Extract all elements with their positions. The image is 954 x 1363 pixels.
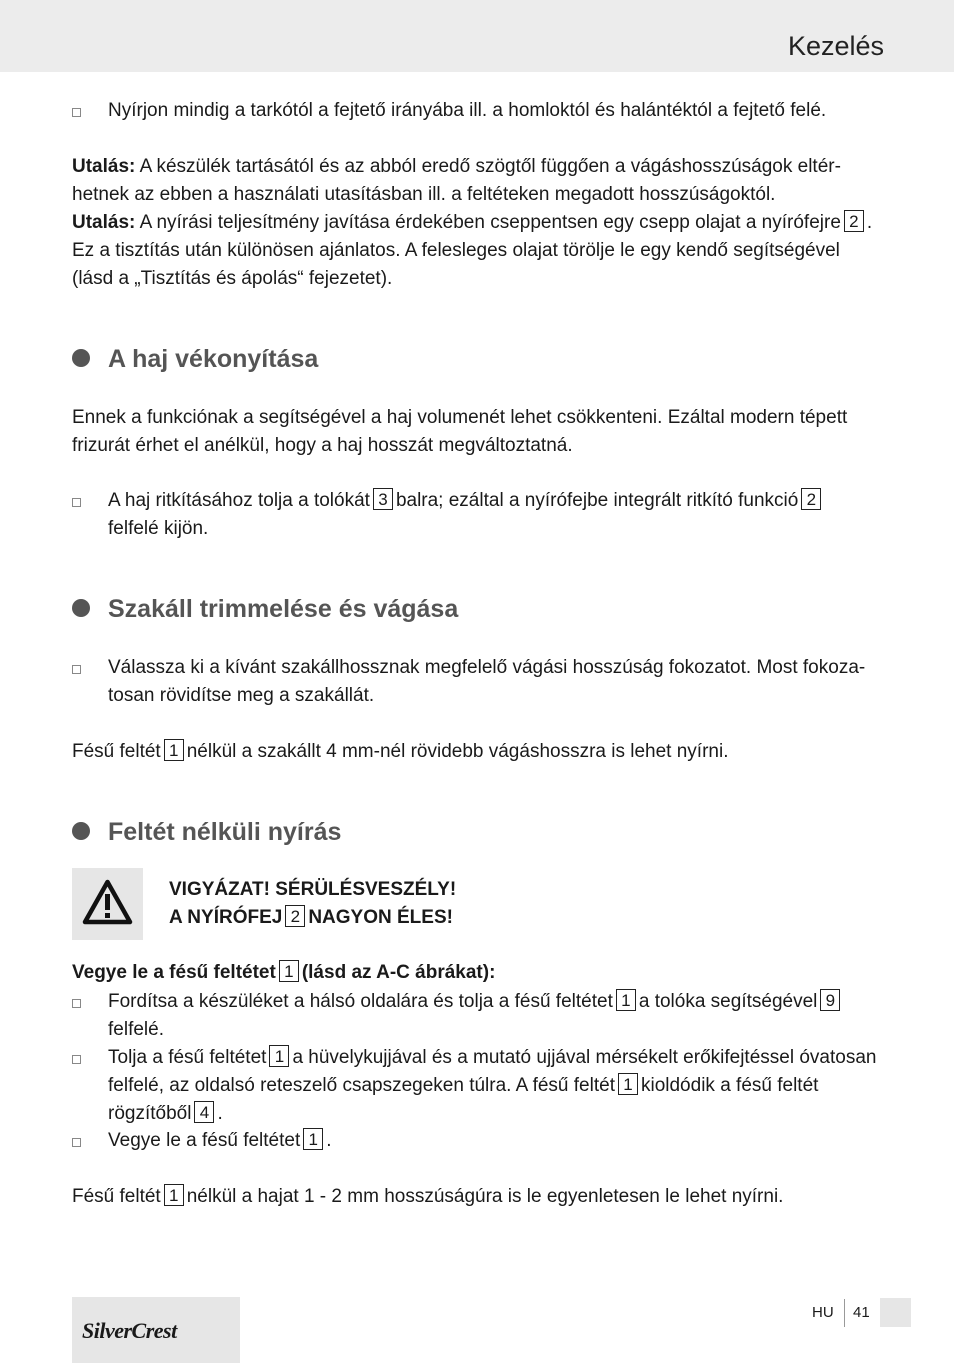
- note-1-line1: A készülék tartásától és az abból eredő szögtől függően a vágáshosszúságok eltér-: [135, 156, 841, 177]
- warning-line1: VIGYÁZAT! SÉRÜLÉSVESZÉLY!: [169, 879, 457, 900]
- step-1-a: Fordítsa a készüléket a hálsó oldalára és tolja a fésű feltétet: [108, 991, 613, 1012]
- beard-paragraph: [72, 738, 888, 766]
- beard-para-a: Fésű feltét: [72, 741, 161, 762]
- remove-attachment-heading: [72, 959, 888, 987]
- section-heading-thinning: [72, 343, 318, 375]
- step-3-b: .: [326, 1130, 332, 1151]
- section-heading-beard: [72, 593, 458, 625]
- page-title: Kezelés: [787, 31, 884, 61]
- note-1-label: Utalás:: [72, 156, 136, 177]
- step-3: [108, 1127, 888, 1155]
- final-a: Fésű feltét: [72, 1186, 161, 1207]
- warning-triangle-icon: [72, 868, 143, 940]
- ref-box: 3: [373, 488, 393, 510]
- warning-line2-b: NAGYON ÉLES!: [308, 907, 453, 928]
- final-paragraph: [72, 1183, 888, 1211]
- beard-bullet-line1: Válassza ki a kívánt szakállhossznak megfelelő vágási hosszúság fokozatot. Most fokoza-: [108, 657, 866, 678]
- note-2: [72, 209, 902, 293]
- note-2-label: Utalás:: [72, 212, 136, 233]
- footer-divider: [844, 1299, 845, 1327]
- ref-box: 2: [801, 488, 821, 510]
- brand-logo: SilverCrest: [82, 1318, 177, 1343]
- ref-box: 1: [616, 989, 636, 1011]
- beard-bullet: [108, 654, 888, 710]
- note-2-line1a: A nyírási teljesítmény javítása érdekében cseppentsen egy csepp olajat a nyírófejre: [135, 212, 841, 233]
- ref-box: 1: [164, 739, 184, 761]
- beard-bullet-line2: tosan rövidítse meg a szakállát.: [108, 685, 375, 706]
- bullet-marker: [72, 999, 81, 1008]
- final-b: nélkül a hajat 1 - 2 mm hosszúságúra is le egyenletesen le lehet nyírni.: [186, 1186, 784, 1207]
- ref-box: 1: [269, 1045, 289, 1067]
- step-1-line2: felfelé.: [108, 1019, 164, 1040]
- note-2-line2: Ez a tisztítás után különösen ajánlatos. A felesleges olajat törölje le egy kendő segítségével: [72, 240, 840, 261]
- warning-icon-box: [72, 868, 143, 940]
- thinning-para-line2: frizurát érhet el anélkül, hogy a haj hosszát megváltoztatná.: [72, 435, 573, 456]
- ref-box: 4: [194, 1101, 214, 1123]
- page-number: 41: [853, 1304, 870, 1321]
- heading-text: Szakáll trimmelése és vágása: [108, 595, 459, 623]
- sub-a: Vegye le a fésű feltétet: [72, 962, 276, 983]
- ref-box: 9: [820, 989, 840, 1011]
- thinning-bullet-line2: felfelé kijön.: [108, 518, 209, 539]
- intro-bullet-text: Nyírjon mindig a tarkótól a fejtető irányába ill. a homloktól és halántéktól a fejtető felé.: [108, 100, 827, 121]
- step-2-a: Tolja a fésű feltétet: [108, 1047, 267, 1068]
- step-3-a: Vegye le a fésű feltétet: [108, 1130, 301, 1151]
- ref-box: 2: [844, 210, 864, 232]
- ref-box: 1: [279, 960, 299, 982]
- step-1-b: a tolóka segítségével: [638, 991, 818, 1012]
- step-2-line3-a: rögzítőből: [108, 1103, 192, 1124]
- step-1: [108, 988, 888, 1044]
- step-2-line3-b: .: [217, 1103, 223, 1124]
- ref-box: 2: [285, 905, 305, 927]
- heading-dot-icon: [72, 599, 90, 617]
- ref-box: 1: [303, 1128, 323, 1150]
- heading-text: Feltét nélküli nyírás: [108, 818, 342, 846]
- bullet-marker: [72, 498, 81, 507]
- step-2-line2-b: kioldódik a fésű feltét: [640, 1075, 819, 1096]
- step-2-b: a hüvelykujjával és a mutató ujjával mérsékelt erőkifejtéssel óvatosan: [292, 1047, 877, 1068]
- sub-b: (lásd az A-C ábrákat):: [301, 962, 496, 983]
- bullet-marker: [72, 1138, 81, 1147]
- thinning-bullet: [108, 487, 888, 543]
- ref-box: 1: [164, 1184, 184, 1206]
- heading-dot-icon: [72, 822, 90, 840]
- warning-line2-a: A NYÍRÓFEJ: [169, 907, 283, 928]
- note-2-line3: (lásd a „Tisztítás és ápolás“ fejezetet).: [72, 268, 393, 289]
- bullet-marker: [72, 108, 81, 117]
- thinning-bullet-text-b: balra; ezáltal a nyírófejbe integrált ritkító funkció: [395, 490, 799, 511]
- note-1: [72, 153, 888, 209]
- note-1-line2: hetnek az ebben a használati utasításban ill. a feltéteken megadott hosszúságoktól.: [72, 184, 776, 205]
- thinning-paragraph: [72, 404, 888, 460]
- heading-text: A haj vékonyítása: [108, 345, 319, 373]
- section-heading-no-attachment: [72, 816, 341, 848]
- step-2-line2-a: felfelé, az oldalsó reteszelő csapszegeken túlra. A fésű feltét: [108, 1075, 615, 1096]
- language-code: HU: [812, 1304, 834, 1321]
- warning-text: [169, 876, 456, 932]
- bullet-marker: [72, 1055, 81, 1064]
- step-2: [108, 1044, 908, 1128]
- heading-dot-icon: [72, 349, 90, 367]
- note-2-period: .: [866, 212, 873, 233]
- beard-para-b: nélkül a szakállt 4 mm-nél rövidebb vágáshosszra is lehet nyírni.: [186, 741, 729, 762]
- ref-box: 1: [618, 1073, 638, 1095]
- thinning-bullet-text-a: A haj ritkításához tolja a tolókát: [108, 490, 370, 511]
- footer-tab-marker: [880, 1298, 911, 1327]
- thinning-para-line1: Ennek a funkciónak a segítségével a haj volumenét lehet csökkenteni. Ezáltal modern tépett: [72, 407, 848, 428]
- bullet-marker: [72, 665, 81, 674]
